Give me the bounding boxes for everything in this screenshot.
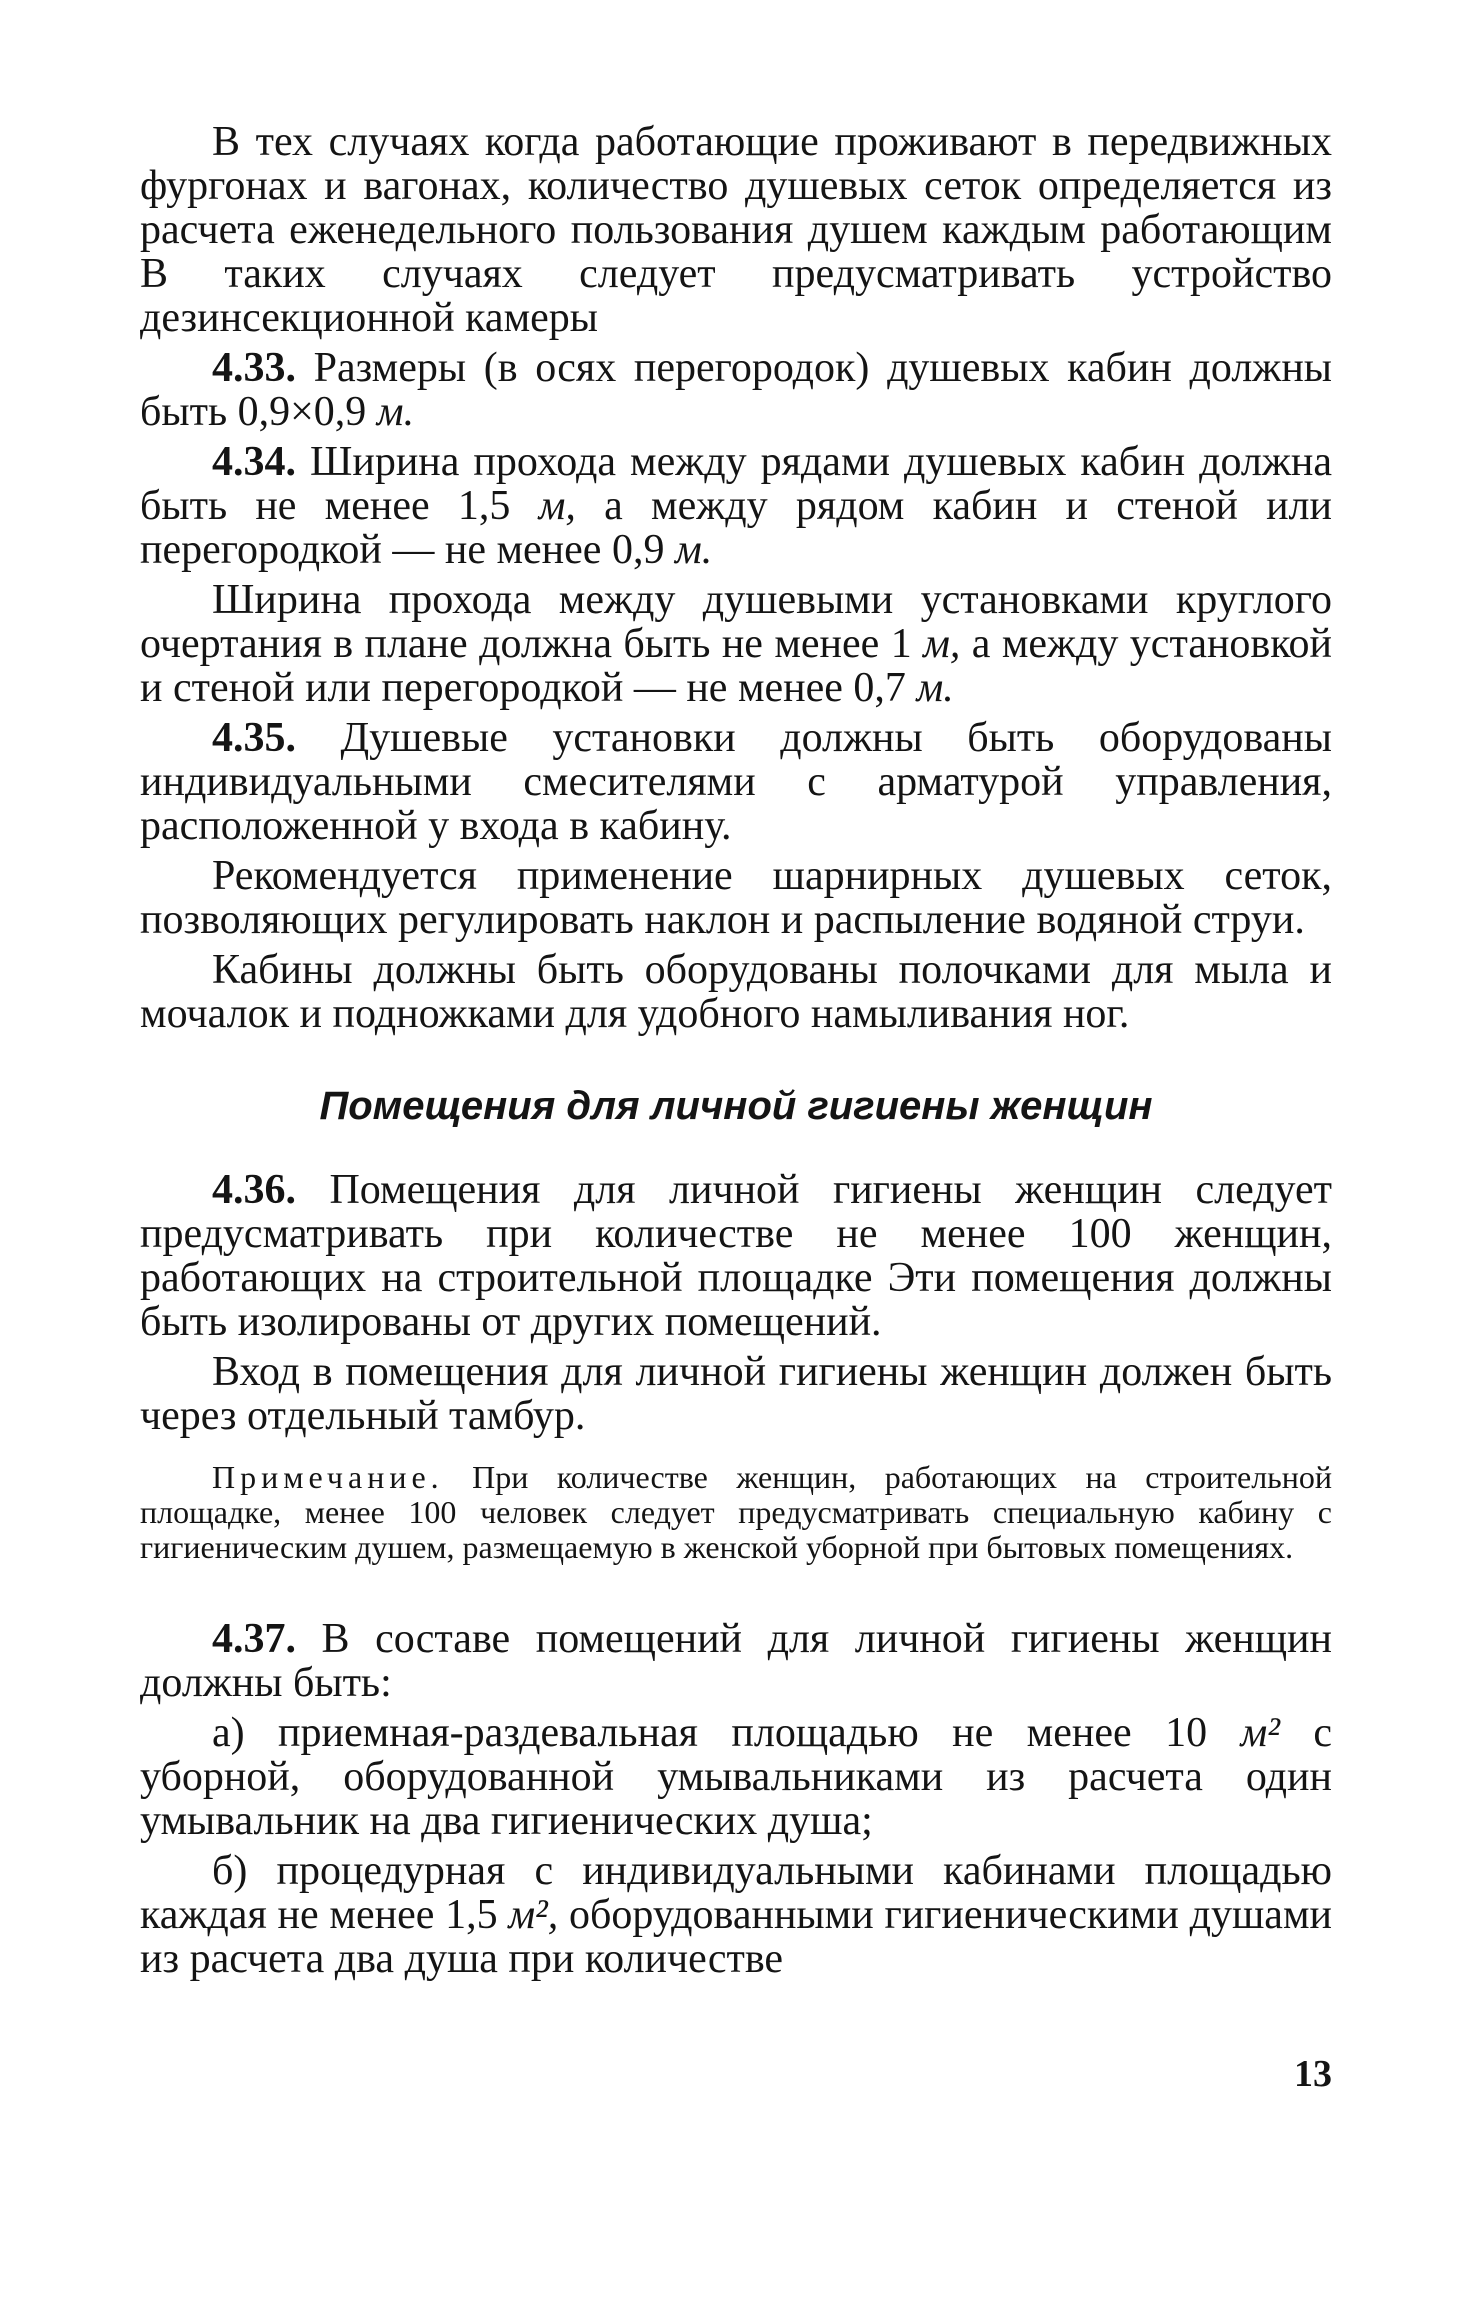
list-item-text: а) приемная-раздевальная площадью не менее 10 xyxy=(212,1710,1208,1756)
note-block xyxy=(140,1460,1332,1565)
section-heading: Помещения для личной гигиены женщин xyxy=(319,1084,1153,1128)
paragraph-cabin-shelves xyxy=(140,948,1332,1036)
paragraph-entrance xyxy=(140,1350,1332,1438)
paragraph-hinged-nozzles xyxy=(140,854,1332,942)
clause-number: 4.36. xyxy=(212,1167,296,1213)
paragraph-text: Помещения для личной гигиены женщин следует предусматривать при количестве не менее 100 женщин, работающих на строительной площадке Эти помещения должны быть изолированы от других помещений. xyxy=(140,1167,1332,1345)
note-label: Примечание. xyxy=(212,1459,444,1495)
list-item-a xyxy=(140,1711,1332,1843)
paragraph-text: Кабины должны быть оборудованы полочками для мыла и мочалок и подножками для удобного намыливания ног. xyxy=(140,947,1332,1037)
unit: м. xyxy=(674,527,713,573)
paragraph-4-37 xyxy=(140,1617,1332,1705)
paragraph-text: Рекомендуется применение шарнирных душевых сеток, позволяющих регулировать наклон и распыление водяной струи. xyxy=(140,853,1332,943)
list-item-b xyxy=(140,1849,1332,1981)
paragraph-text: Вход в помещения для личной гигиены женщин должен быть через отдельный тамбур. xyxy=(140,1349,1332,1439)
unit: м², xyxy=(508,1892,559,1938)
unit: м, xyxy=(923,621,961,667)
clause-number: 4.33. xyxy=(212,345,296,391)
paragraph-text: В составе помещений для личной гигиены женщин должны быть: xyxy=(140,1616,1332,1706)
paragraph-4-35 xyxy=(140,716,1332,848)
paragraph-4-33 xyxy=(140,346,1332,434)
paragraph-trailer-showers xyxy=(140,120,1332,340)
clause-number: 4.35. xyxy=(212,715,296,761)
list-item-text: б) процедурная с индивидуальными кабинами площадью каждая не менее 1,5 xyxy=(140,1848,1332,1938)
unit: м² xyxy=(1240,1710,1280,1756)
list-item-text: с уборной, оборудованной умывальниками из расчета один умывальник на два гигиенических душа; xyxy=(140,1710,1333,1844)
unit: м, xyxy=(538,483,576,529)
note-text: При количестве женщин, работающих на строительной площадке, менее 100 человек следует предусматривать специальную кабину с гигиеническим душем, размещаемую в женской уборной при бытовых помещениях. xyxy=(140,1459,1333,1565)
unit: м. xyxy=(376,389,415,435)
paragraph-text: В тех случаях когда работающие проживают в передвижных фургонах и вагонах, количество душевых сеток определяется из расчета еженедельного пользования душем каждым работающим В таких случаях следует предусматривать устройство дезинсекционной камеры xyxy=(140,119,1332,341)
paragraph-text: Размеры (в осях перегородок) душевых кабин должны быть 0,9×0,9 xyxy=(140,345,1333,435)
paragraph-4-34 xyxy=(140,440,1332,572)
paragraph-text: а между установкой и стеной или перегородкой — не менее 0,7 xyxy=(140,621,1333,711)
clause-number: 4.34. xyxy=(212,439,296,485)
list-item-text: оборудованными гигиеническими душами из расчета два душа при количестве xyxy=(140,1892,1332,1982)
paragraph-text: Душевые установки должны быть оборудованы индивидуальными смесителями с арматурой управления, расположенной у входа в кабину. xyxy=(140,715,1333,849)
paragraph-4-36 xyxy=(140,1168,1332,1344)
unit: м. xyxy=(916,665,954,711)
page-number: 13 xyxy=(1294,2053,1332,2095)
paragraph-text: а между рядом кабин и стеной или перегородкой — не менее 0,9 xyxy=(140,483,1332,573)
paragraph-text: Ширина прохода между душевыми установками круглого очертания в плане должна быть не менее 1 xyxy=(140,577,1332,667)
clause-number: 4.37. xyxy=(212,1616,296,1662)
paragraph-round-showers xyxy=(140,578,1332,710)
document-page xyxy=(140,120,1332,1981)
paragraph-text: Ширина прохода между рядами душевых кабин должна быть не менее 1,5 xyxy=(140,439,1332,529)
